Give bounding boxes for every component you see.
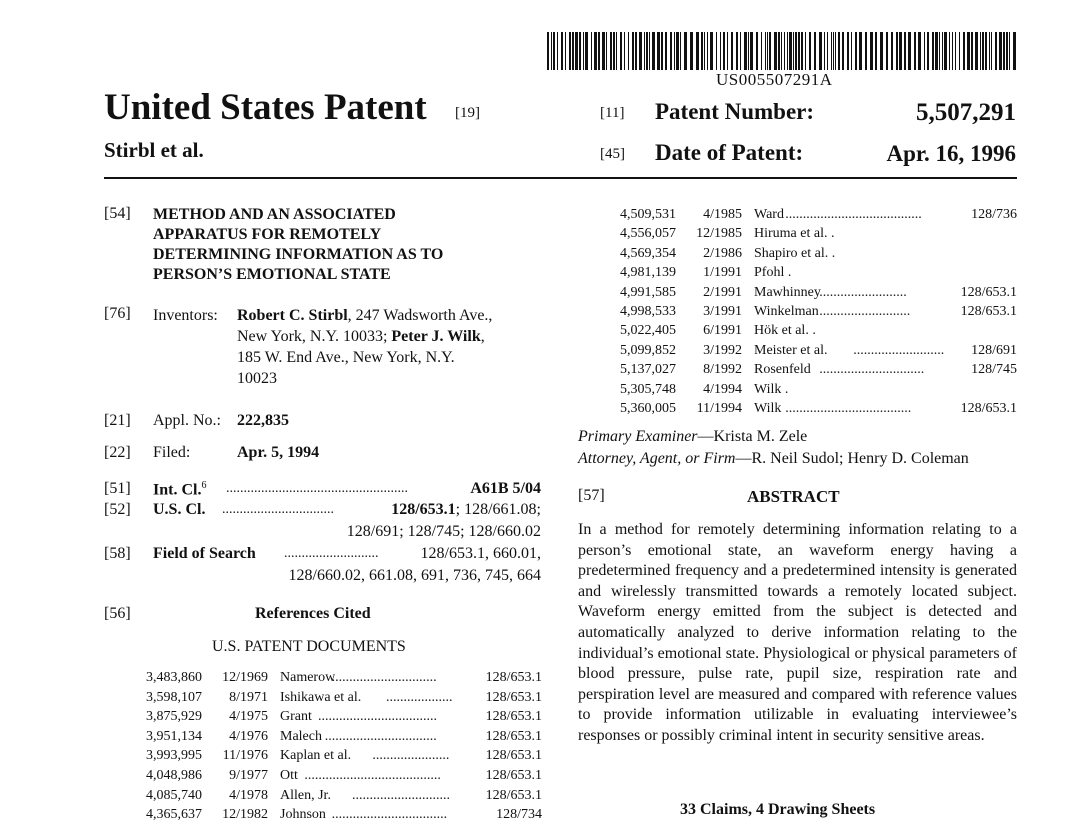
barcode-bar — [720, 32, 721, 70]
barcode-bar — [624, 32, 625, 70]
filed-label: Filed: — [153, 444, 191, 461]
barcode-bar — [789, 32, 792, 70]
leader-dots: ....................................... — [304, 768, 441, 783]
barcode-bar — [646, 32, 648, 70]
patent-assignee: Ott — [280, 768, 298, 783]
field-search-value: 128/653.1, 660.01, — [420, 545, 541, 562]
barcode-bar — [606, 32, 607, 70]
barcode-bar — [880, 32, 883, 70]
patent-reference-row — [578, 246, 1017, 265]
barcode-bar — [680, 32, 681, 70]
patent-class: 128/653.1 — [485, 768, 542, 783]
barcode-bar — [838, 32, 840, 70]
patent-number: 5,305,748 — [620, 381, 676, 397]
patent-number: 4,991,585 — [620, 284, 676, 300]
barcode-bar — [591, 32, 592, 70]
patent-class: 128/653.1 — [485, 670, 542, 685]
barcode-bar — [1003, 32, 1005, 70]
attorney — [578, 450, 969, 468]
patent-number-value: 5,507,291 — [916, 99, 1016, 126]
invention-title-line: APPARATUS FOR REMOTELY — [153, 226, 382, 243]
barcode-bar — [833, 32, 834, 70]
barcode-bar — [859, 32, 862, 70]
barcode-bar — [561, 32, 563, 70]
barcode-bar — [824, 32, 825, 70]
primary-examiner-value: —Krista M. Zele — [697, 428, 808, 445]
barcode-bar — [670, 32, 672, 70]
leader-dots: ......................... — [819, 284, 907, 300]
patent-date: 8/1971 — [229, 689, 268, 705]
us-cl-code: [52] — [104, 501, 131, 518]
patent-number: 5,022,405 — [620, 323, 676, 339]
patent-class: 128/734 — [496, 807, 542, 823]
patent-date: 4/1975 — [229, 709, 268, 725]
patent-assignee: Ward — [754, 207, 784, 222]
barcode-bar — [784, 32, 785, 70]
barcode-bar — [756, 32, 758, 70]
barcode-bar — [995, 32, 997, 70]
patent-number: 4,569,354 — [620, 245, 676, 261]
barcode-bar — [991, 32, 992, 70]
barcode-bar — [831, 32, 832, 70]
appl-code: [21] — [104, 412, 131, 429]
barcode-bar — [809, 32, 811, 70]
barcode-bar — [814, 32, 816, 70]
barcode-bar — [585, 32, 588, 70]
barcode-bar — [652, 32, 655, 70]
patent-assignee: Ishikawa et al. — [280, 689, 362, 705]
int-cl-code: [51] — [104, 480, 131, 497]
barcode-bar — [639, 32, 642, 70]
patent-number: 4,365,637 — [146, 807, 202, 823]
barcode-bar — [805, 32, 806, 70]
barcode-bar — [740, 32, 741, 70]
attorney-label: Attorney, Agent, or Firm — [578, 450, 736, 467]
patent-class: 128/653.1 — [485, 748, 542, 764]
barcode-bar — [665, 32, 667, 70]
patent-reference-row — [578, 343, 1017, 362]
patent-date: 11/1976 — [222, 748, 268, 764]
barcode-bar — [598, 32, 600, 70]
barcode-bar — [963, 32, 965, 70]
invention-title-line: METHOD AND AN ASSOCIATED — [153, 206, 396, 223]
patent-reference-row — [104, 670, 542, 690]
barcode-bar — [557, 32, 558, 70]
us-cl-value: 128/653.1; 128/661.08; — [391, 501, 541, 518]
inventor-name: Robert C. Stirbl — [237, 307, 348, 324]
barcode-bar — [661, 32, 663, 70]
patent-reference-row — [578, 304, 1017, 323]
patent-assignee: Namerow — [280, 670, 336, 685]
barcode-bar — [904, 32, 906, 70]
barcode-bar — [942, 32, 943, 70]
patent-date: 1/1991 — [703, 265, 742, 281]
patent-reference-row — [578, 265, 1017, 284]
barcode-bar — [628, 32, 629, 70]
us-cl-label: U.S. Cl. — [153, 501, 206, 518]
leader-dots: .................................... — [785, 401, 912, 416]
inventors-line: 185 W. End Ave., New York, N.Y. — [237, 349, 455, 366]
barcode-bar — [1013, 32, 1016, 70]
barcode-bar — [955, 32, 956, 70]
barcode-bar — [967, 32, 970, 70]
barcode-bar — [727, 32, 728, 70]
patent-number: 3,483,860 — [146, 670, 202, 685]
patent-assignee: Allen, Jr. — [280, 787, 331, 803]
barcode-bar — [635, 32, 637, 70]
inventors-code: [76] — [104, 305, 131, 322]
barcode-bar — [696, 32, 699, 70]
patent-assignee: Kaplan et al. — [280, 748, 352, 764]
date-of-patent-value: Apr. 16, 1996 — [886, 141, 1016, 166]
barcode-bar — [927, 32, 929, 70]
patent-reference-row — [104, 690, 542, 710]
field-search-code: [58] — [104, 545, 131, 562]
barcode-bar — [765, 32, 766, 70]
patent-date: 8/1992 — [703, 362, 742, 378]
barcode-bar — [899, 32, 902, 70]
invention-title-line: PERSON’S EMOTIONAL STATE — [153, 266, 391, 283]
patent-reference-row — [578, 207, 1017, 226]
patent-class: 128/653.1 — [485, 728, 542, 744]
patent-number: 3,993,995 — [146, 748, 202, 764]
barcode-bar — [676, 32, 679, 70]
barcode-bar — [781, 32, 782, 70]
patent-number: 4,085,740 — [146, 787, 202, 803]
barcode-bar — [891, 32, 893, 70]
barcode-bar — [999, 32, 1002, 70]
barcode-bar — [569, 32, 571, 70]
barcode-bar — [793, 32, 794, 70]
patent-reference-row — [578, 226, 1017, 245]
barcode-bar — [939, 32, 940, 70]
filed-value: Apr. 5, 1994 — [237, 444, 320, 461]
barcode-bar — [657, 32, 660, 70]
barcode-bar — [952, 32, 953, 70]
barcode-bar — [572, 32, 574, 70]
barcode-bar — [551, 32, 552, 70]
barcode-bar — [704, 32, 705, 70]
attorney-value: —R. Neil Sudol; Henry D. Coleman — [735, 450, 969, 467]
barcode-bar — [731, 32, 733, 70]
barcode-bar — [613, 32, 615, 70]
barcode-bar — [707, 32, 708, 70]
patent-class: 128/691 — [971, 342, 1017, 358]
inventors-line: Robert C. Stirbl, 247 Wadsworth Ave., — [237, 307, 493, 324]
patent-assignee: Hök et al. . — [754, 323, 816, 339]
patent-number: 5,099,852 — [620, 342, 676, 358]
barcode-bar — [982, 32, 984, 70]
date-of-patent-label: Date of Patent: — [655, 140, 804, 165]
patent-assignee: Winkelman — [754, 304, 819, 319]
patent-number: 4,048,986 — [146, 768, 202, 783]
barcode-bar — [842, 32, 844, 70]
patent-date: 3/1992 — [703, 342, 742, 358]
title-code: [19] — [455, 105, 480, 121]
leader-dots: ....................................... — [785, 207, 922, 222]
patent-assignee: Malech — [280, 728, 322, 744]
patent-number: 5,360,005 — [620, 401, 676, 416]
field-search-value-line2: 128/660.02, 661.08, 691, 736, 745, 664 — [288, 567, 541, 584]
barcode-bar — [701, 32, 703, 70]
authors: Stirbl et al. — [104, 138, 204, 162]
patent-reference-row — [104, 709, 542, 729]
patent-class: 128/653.1 — [485, 787, 542, 803]
barcode-bar — [767, 32, 768, 70]
leader-dots: .......................... — [853, 342, 945, 358]
primary-examiner-label: Primary Examiner — [578, 428, 698, 445]
barcode — [547, 32, 1017, 70]
patent-class: 128/653.1 — [960, 304, 1017, 319]
barcode-bar — [547, 32, 549, 70]
barcode-bar — [835, 32, 836, 70]
patent-reference-row — [104, 807, 542, 827]
abstract-code: [57] — [578, 487, 605, 504]
barcode-bar — [935, 32, 938, 70]
barcode-bar — [553, 32, 555, 70]
barcode-bar — [924, 32, 925, 70]
references-code: [56] — [104, 605, 131, 622]
patent-number: 4,981,139 — [620, 265, 676, 281]
patent-number: 3,951,134 — [146, 728, 202, 744]
patent-number-label: Patent Number: — [655, 99, 815, 124]
patent-reference-row — [104, 788, 542, 808]
patent-number: 3,875,929 — [146, 709, 202, 725]
patent-date: 12/1969 — [222, 670, 268, 685]
barcode-bar — [914, 32, 916, 70]
patent-reference-row — [104, 729, 542, 749]
barcode-bar — [795, 32, 797, 70]
barcode-bar — [918, 32, 921, 70]
barcode-bar — [761, 32, 762, 70]
inventors-label: Inventors: — [153, 307, 218, 324]
title-section-code: [54] — [104, 205, 131, 222]
patent-date: 6/1991 — [703, 323, 742, 339]
patent-assignee: Meister et al. — [754, 342, 828, 358]
barcode-bar — [798, 32, 800, 70]
barcode-bar — [744, 32, 747, 70]
barcode-bar — [620, 32, 622, 70]
leader-dots: .................................................... — [226, 481, 408, 496]
patent-date: 4/1994 — [703, 381, 742, 397]
appl-value: 222,835 — [237, 412, 289, 429]
barcode-bar — [865, 32, 867, 70]
barcode-bar — [602, 32, 605, 70]
patent-reference-row — [578, 382, 1017, 401]
patent-number: 4,509,531 — [620, 207, 676, 222]
patent-class: 128/653.1 — [485, 709, 542, 725]
int-cl-value: A61B 5/04 — [470, 480, 541, 497]
patent-class: 128/745 — [971, 362, 1017, 378]
barcode-bar — [684, 32, 687, 70]
patent-assignee: Pfohl . — [754, 265, 792, 281]
patent-reference-row — [104, 768, 542, 788]
patent-assignee: Mawhinney — [754, 284, 821, 300]
patent-assignee: Johnson — [280, 807, 326, 823]
leader-dots: ........................... — [284, 546, 379, 561]
barcode-bar — [649, 32, 650, 70]
leader-dots: .............................. — [331, 670, 437, 685]
leader-dots: ................................. — [331, 807, 448, 823]
invention-title-line: DETERMINING INFORMATION AS TO — [153, 246, 444, 263]
barcode-bar — [827, 32, 828, 70]
barcode-bar — [980, 32, 981, 70]
barcode-bar — [716, 32, 717, 70]
patent-class: 128/653.1 — [960, 284, 1017, 300]
barcode-bar — [896, 32, 898, 70]
patent-date: 2/1986 — [703, 245, 742, 261]
int-cl-edition: 6 — [201, 480, 207, 491]
barcode-bar — [748, 32, 749, 70]
leader-dots: .......................... — [819, 304, 911, 319]
patent-class: 128/736 — [971, 207, 1017, 222]
barcode-bar — [787, 32, 788, 70]
barcode-bar — [575, 32, 578, 70]
patent-reference-row — [104, 748, 542, 768]
barcode-bar — [944, 32, 947, 70]
barcode-bar — [565, 32, 566, 70]
appl-label: Appl. No.: — [153, 412, 221, 429]
barcode-bar — [610, 32, 612, 70]
patent-date: 4/1985 — [703, 207, 742, 222]
patent-date: 9/1977 — [229, 768, 268, 783]
inventors-line: 10023 — [237, 370, 277, 387]
barcode-bar — [632, 32, 634, 70]
patent-assignee: Grant — [280, 709, 312, 725]
leader-dots: ................................ — [222, 502, 334, 517]
barcode-bar — [870, 32, 873, 70]
references-subtitle: U.S. PATENT DOCUMENTS — [212, 638, 406, 655]
patent-date: 11/1994 — [696, 401, 742, 416]
leader-dots: ...................... — [372, 748, 450, 764]
barcode-bar — [644, 32, 645, 70]
leader-dots: .................................. — [318, 709, 437, 725]
barcode-bar — [594, 32, 597, 70]
barcode-bar — [932, 32, 934, 70]
patent-assignee: Hiruma et al. . — [754, 226, 835, 242]
barcode-bar — [875, 32, 877, 70]
barcode-bar — [985, 32, 987, 70]
barcode-bar — [690, 32, 693, 70]
inventor-name: Peter J. Wilk — [391, 328, 481, 345]
patent-reference-row — [578, 362, 1017, 381]
barcode-bar — [855, 32, 857, 70]
barcode-bar — [723, 32, 725, 70]
us-cl-value-line2: 128/691; 128/745; 128/660.02 — [346, 523, 541, 540]
barcode-bar — [819, 32, 822, 70]
filed-code: [22] — [104, 444, 131, 461]
barcode-bar — [579, 32, 581, 70]
patent-date: 3/1991 — [703, 304, 742, 319]
abstract-title: ABSTRACT — [747, 487, 840, 506]
field-search-label: Field of Search — [153, 545, 256, 562]
int-cl-label: Int. Cl.$^6$ — [153, 480, 207, 499]
patent-assignee: Shapiro et al. . — [754, 245, 836, 261]
patent-assignee: Wilk — [754, 401, 782, 416]
barcode-bar — [710, 32, 713, 70]
inventors-line: New York, N.Y. 10033; Peter J. Wilk, — [237, 328, 485, 345]
barcode-bar — [908, 32, 911, 70]
barcode-bar — [971, 32, 973, 70]
abstract-text: In a method for remotely determining information relating to a person’s emotional state, an waveform energy having a predetermined frequency and a predetermined intensity is generated and wirelessly transmitted towards a remotely located subject. Waveform energy emitted from the subject is detected and automatically analyzed to derive information relating to the individual’s emotional state. Physiological or physical parameters of blood pressure, pulse rate, pupil size, respiration rate and perspiration level are measured and compared with reference values to provide information utilizable in evaluating interviewee’s responses or possibly criminal intent in security sensitive areas. — [578, 521, 1017, 744]
barcode-bar — [778, 32, 780, 70]
barcode-bar — [886, 32, 888, 70]
barcode-bar — [1009, 32, 1010, 70]
patent-date: 4/1976 — [229, 728, 268, 744]
patent-number: 5,137,027 — [620, 362, 676, 378]
leader-dots: ................................ — [324, 728, 437, 744]
primary-examiner — [578, 428, 807, 446]
barcode-bar — [949, 32, 950, 70]
barcode-bar — [616, 32, 617, 70]
barcode-bar — [801, 32, 803, 70]
references-title: References Cited — [255, 605, 371, 622]
barcode-bar — [774, 32, 777, 70]
leader-dots: ................... — [386, 689, 453, 705]
patent-reference-row — [578, 401, 1017, 420]
barcode-number: US005507291A — [716, 70, 833, 89]
leader-dots: .............................. — [819, 362, 925, 378]
patent-class: 128/653.1 — [485, 689, 542, 705]
barcode-bar — [583, 32, 584, 70]
patent-reference-row — [578, 323, 1017, 342]
patent-number: 4,556,057 — [620, 226, 676, 242]
barcode-bar — [989, 32, 990, 70]
document-title: United States Patent — [104, 87, 427, 128]
barcode-bar — [769, 32, 771, 70]
patent-date: 4/1978 — [229, 787, 268, 803]
patent-date: 12/1985 — [696, 226, 742, 242]
barcode-bar — [851, 32, 852, 70]
header-divider — [104, 177, 1017, 179]
patent-number: 3,598,107 — [146, 689, 202, 705]
barcode-bar — [959, 32, 960, 70]
barcode-bar — [1006, 32, 1008, 70]
barcode-bar — [750, 32, 753, 70]
leader-dots: ............................ — [352, 787, 450, 803]
barcode-bar — [674, 32, 675, 70]
barcode-bar — [975, 32, 978, 70]
date-of-patent-code: [45] — [600, 146, 625, 162]
claims-summary: 33 Claims, 4 Drawing Sheets — [680, 801, 876, 818]
patent-class: 128/653.1 — [960, 401, 1017, 416]
patent-date: 12/1982 — [222, 807, 268, 823]
barcode-bar — [847, 32, 849, 70]
patent-assignee: Wilk . — [754, 381, 789, 397]
patent-date: 2/1991 — [703, 284, 742, 300]
patent-assignee: Rosenfeld — [754, 362, 811, 378]
patent-reference-row — [578, 285, 1017, 304]
patent-number-code: [11] — [600, 105, 625, 121]
patent-number: 4,998,533 — [620, 304, 676, 319]
barcode-bar — [736, 32, 738, 70]
